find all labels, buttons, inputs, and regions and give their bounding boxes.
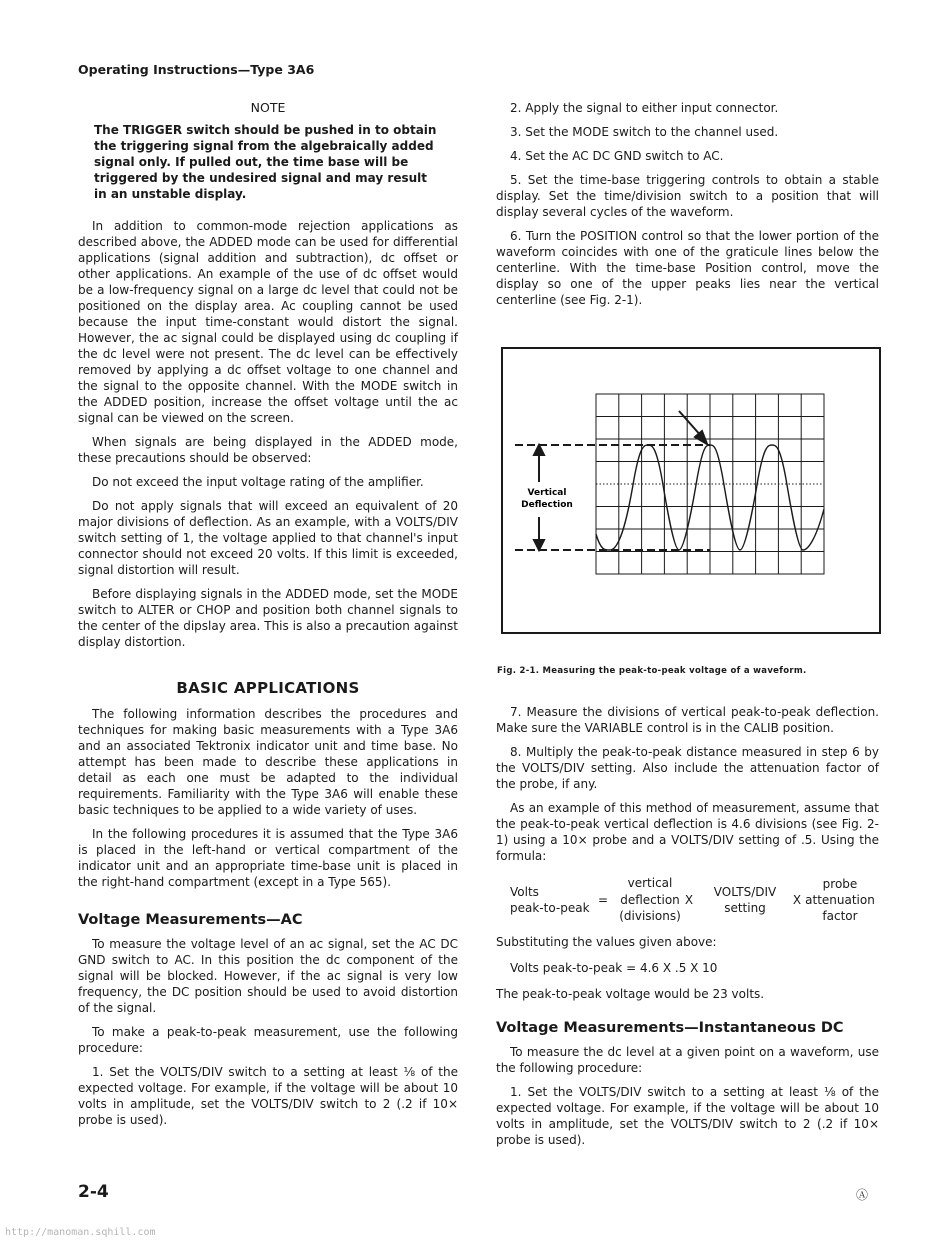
- paragraph-result: The peak-to-peak voltage would be 23 volts.: [496, 987, 765, 1001]
- formula: [510, 876, 880, 926]
- paragraph-precaution-mode: Before displaying signals in the ADDED mode, set the MODE switch to ALTER or CHOP and position both channel signals to the center of the dipslay area. This is also a precaution against display distortion.: [78, 587, 458, 649]
- figure-label-deflection: Deflection: [521, 500, 573, 510]
- paragraph-calculation: Volts peak-to-peak = 4.6 X .5 X 10: [510, 961, 718, 975]
- note-body: The TRIGGER switch should be pushed in to obtain the triggering signal from the algebraically added signal only. If pulled out, the time base will be triggered by the undesired signal and may result in an unstable display.: [94, 123, 437, 201]
- step-8: 8. Multiply the peak-to-peak distance measured in step 6 by the VOLTS/DIV setting. Also include the attenuation factor of the probe, if any.: [496, 745, 879, 791]
- step-2: 2. Apply the signal to either input connector.: [510, 101, 779, 115]
- right-column-upper: [496, 100, 879, 316]
- formula-voltsdiv-2: setting: [724, 901, 766, 915]
- step-5: 5. Set the time-base triggering controls to obtain a stable display. Set the time/division switch to a position that will display several cycles of the waveform.: [496, 173, 879, 219]
- trademark-logo: Ⓐ: [856, 1188, 869, 1202]
- paragraph-added-mode: In addition to common-mode rejection applications as described above, the ADDED mode can be used for differential applications (signal addition and subtraction), dc offset or other applications. An example of the use of dc offset would be a low-frequency signal on a large dc level that could not be positioned on the display area. Ac coupling cannot be used because the input time-constant would distort the signal. However, the ac signal could be displayed using dc coupling if the dc level were not present. The dc level can be effectively removed by applying a dc offset voltage to one channel and the signal to the opposite channel. With the MODE switch in the ADDED position, increase the offset voltage until the ac signal can be viewed on the screen.: [78, 219, 458, 425]
- paragraph-substituting: Substituting the values given above:: [496, 935, 717, 949]
- heading-voltage-ac: Voltage Measurements—AC: [78, 912, 303, 928]
- paragraph-basic-assumption: In the following procedures it is assumed that the Type 3A6 is placed in the left-hand or vertical compartment of the indicator unit and an appropriate time-base unit is placed in the right-hand compartment (except in a Type 565).: [78, 827, 458, 889]
- formula-deflection-1: vertical: [627, 876, 673, 890]
- paragraph-precaution-voltage: Do not exceed the input voltage rating of the amplifier.: [92, 475, 424, 489]
- figure-label-vertical: Vertical: [527, 488, 567, 498]
- formula-times-2: X: [792, 893, 802, 907]
- running-head: Operating Instructions—Type 3A6: [78, 62, 315, 77]
- left-column: [78, 100, 458, 1136]
- formula-equals: =: [597, 893, 609, 907]
- formula-voltsdiv-1: VOLTS/DIV: [713, 885, 777, 899]
- page-number: 2-4: [78, 1182, 109, 1202]
- formula-probe-2: attenuation: [805, 893, 875, 907]
- step-4: 4. Set the AC DC GND switch to AC.: [510, 149, 724, 163]
- figure-caption: Fig. 2-1. Measuring the peak-to-peak voltage of a waveform.: [497, 666, 807, 676]
- paragraph-precautions-intro: When signals are being displayed in the ADDED mode, these precautions should be observed:: [78, 435, 458, 465]
- paragraph-ac-procedure: To make a peak-to-peak measurement, use the following procedure:: [78, 1025, 458, 1055]
- watermark-url: http://manoman.sqhill.com: [5, 1227, 156, 1238]
- right-column-lower: [496, 704, 879, 872]
- heading-voltage-dc: Voltage Measurements—Instantaneous DC: [496, 1020, 844, 1036]
- paragraph-ac-step-1: 1. Set the VOLTS/DIV switch to a setting at least ⅛ of the expected voltage. For example, if the voltage will be about 10 volts in amplitude, set the VOLTS/DIV switch to 2 (.2 if 10× probe is used).: [78, 1065, 458, 1127]
- waveform-diagram: [503, 349, 879, 632]
- step-6: 6. Turn the POSITION control so that the lower portion of the waveform coincides with one of the graticule lines below the centerline. With the time-base Position control, move the display so one of the upper peaks lies near the vertical centerline (see Fig. 2-1).: [496, 229, 879, 307]
- step-3: 3. Set the MODE switch to the channel used.: [510, 125, 779, 139]
- step-7: 7. Measure the divisions of vertical peak-to-peak deflection. Make sure the VARIABLE control is in the CALIB position.: [496, 705, 879, 735]
- paragraph-precaution-divisions: Do not apply signals that will exceed an equivalent of 20 major divisions of deflection. As an example, with a VOLTS/DIV switch setting of 1, the voltage applied to that channel's input connector should not exceed 20 volts. If this limit is exceeded, signal distortion will result.: [78, 499, 458, 577]
- heading-basic-applications: BASIC APPLICATIONS: [176, 679, 360, 697]
- formula-lhs-2: peak-to-peak: [510, 901, 590, 915]
- right-column-bottom: [496, 934, 879, 1156]
- formula-lhs-1: Volts: [510, 885, 539, 899]
- paragraph-dc-intro: To measure the dc level at a given point on a waveform, use the following procedure:: [496, 1045, 879, 1075]
- note-title: NOTE: [250, 100, 286, 115]
- formula-probe-3: factor: [822, 909, 858, 923]
- formula-deflection-2: deflection: [620, 893, 680, 907]
- paragraph-example: As an example of this method of measurement, assume that the peak-to-peak vertical deflection is 4.6 divisions (see Fig. 2-1) using a 10× probe and a VOLTS/DIV setting of .5. Using the formula:: [496, 801, 879, 863]
- formula-times-1: X: [684, 893, 694, 907]
- formula-deflection-3: (divisions): [619, 909, 681, 923]
- paragraph-dc-step-1: 1. Set the VOLTS/DIV switch to a setting at least ⅛ of the expected voltage. For example, if the voltage will be about 10 volts in amplitude, set the VOLTS/DIV switch to 2 (.2 if 10× probe is used).: [496, 1085, 879, 1147]
- figure-graticule: [501, 347, 881, 634]
- formula-probe-1: probe: [822, 877, 858, 891]
- paragraph-basic-intro: The following information describes the procedures and techniques for making basic measurements with a Type 3A6 and an associated Tektronix indicator unit and time base. No attempt has been made to describe these applications in detail as each one must be adapted to the individual requirements. Familiarity with the Type 3A6 will enable these basic techniques to be applied to a wide variety of uses.: [78, 707, 458, 817]
- paragraph-ac-intro: To measure the voltage level of an ac signal, set the AC DC GND switch to AC. In this position the dc component of the signal will be blocked. However, if the ac signal is very low frequency, the DC position should be used to avoid distortion of the signal.: [78, 937, 458, 1015]
